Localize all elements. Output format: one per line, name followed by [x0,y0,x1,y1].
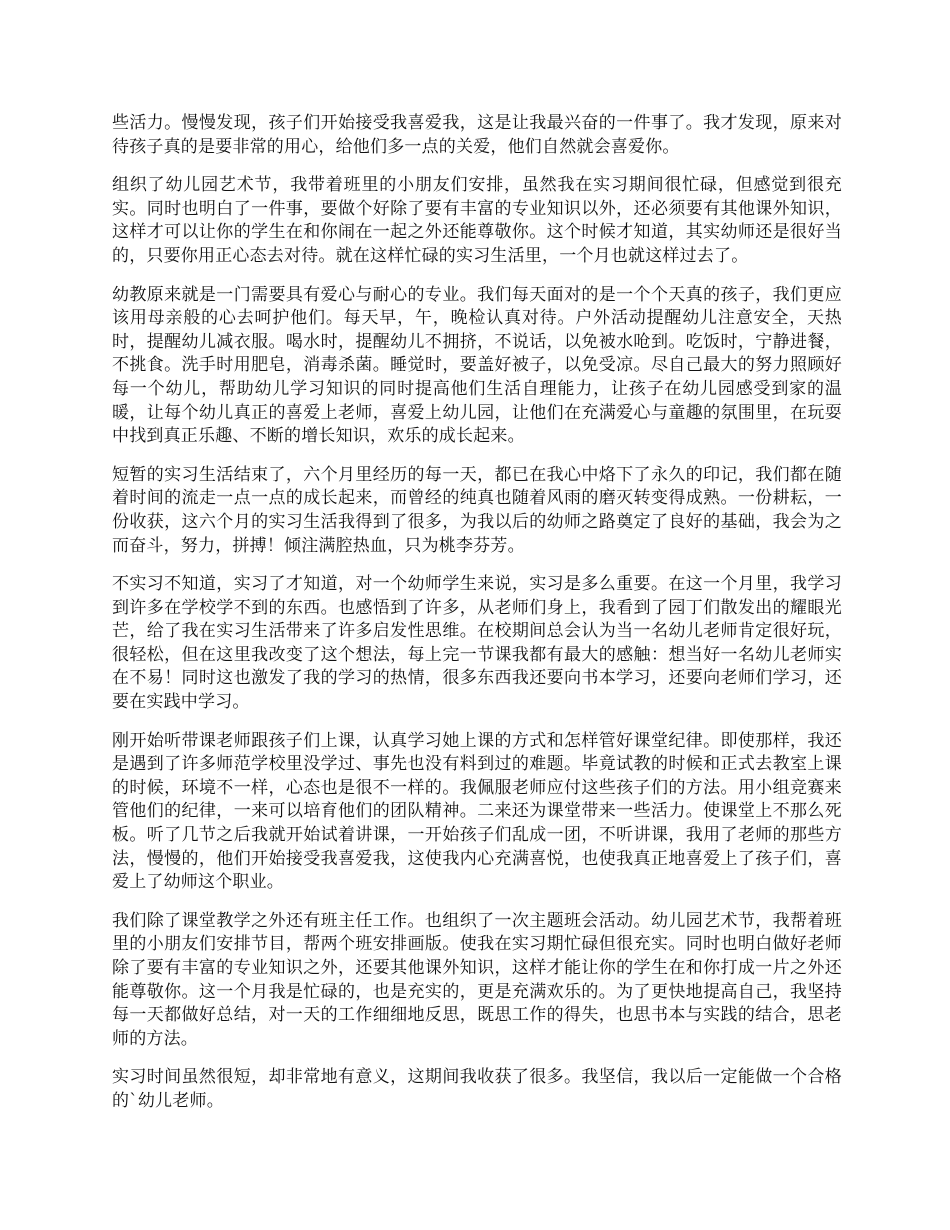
paragraph-7: 我们除了课堂教学之外还有班主任工作。也组织了一次主题班会活动。幼儿园艺术节，我帮着班里的小朋友们安排节目，帮两个班安排画版。使我在实习期忙碌但很充实。同时也明白做好老师除了要有丰富的专业知识之外，还要其他课外知识，这样才能让你的学生在和你打成一片之外还能尊敬你。这一个月我是忙碌的，也是充实的，更是充满欢乐的。为了更快地提高自己，我坚持每一天都做好总结，对一天的工作细细地反思，既思工作的得失，也思书本与实践的结合，思老师的方法。 [112,910,842,1049]
paragraph-6: 刚开始听带课老师跟孩子们上课，认真学习她上课的方式和怎样管好课堂纪律。即使那样，我还是遇到了许多师范学校里没学过、事先也没有料到过的难题。毕竟试教的时候和正式去教室上课的时候，环境不一样，心态也是很不一样的。我佩服老师应付这些孩子们的方法。用小组竞赛来管他们的纪律，一来可以培育他们的团队精神。二来还为课堂带来一些活力。使课堂上不那么死板。听了几节之后我就开始试着讲课，一开始孩子们乱成一团，不听讲课，我用了老师的那些方法，慢慢的，他们开始接受我喜爱我，这使我内心充满喜悦，也使我真正地喜爱上了孩子们，喜爱上了幼师这个职业。 [112,730,842,893]
paragraph-8: 实习时间虽然很短，却非常地有意义，这期间我收获了很多。我坚信，我以后一定能做一个合格的`幼儿老师。 [112,1067,842,1111]
paragraph-1: 些活力。慢慢发现，孩子们开始接受我喜爱我，这是让我最兴奋的一件事了。我才发现，原来对待孩子真的是要非常的用心，给他们多一点的关爱，他们自然就会喜爱你。 [112,113,842,157]
paragraph-4: 短暂的实习生活结束了，六个月里经历的每一天，都已在我心中烙下了永久的印记，我们都在随着时间的流走一点一点的成长起来，而曾经的纯真也随着风雨的磨灭转变得成熟。一份耕耘，一份收获，这六个月的实习生活我得到了很多，为我以后的幼师之路奠定了良好的基础，我会为之而奋斗，努力，拼搏！倾注满腔热血，只为桃李芬芳。 [112,464,842,556]
paragraph-3: 幼教原来就是一门需要具有爱心与耐心的专业。我们每天面对的是一个个天真的孩子，我们更应该用母亲般的心去呵护他们。每天早，午，晚检认真对待。户外活动提醒幼儿注意安全，天热时，提醒幼儿减衣服。喝水时，提醒幼儿不拥挤，不说话，以免被水呛到。吃饭时，宁静进餐，不挑食。洗手时用肥皂，消毒杀菌。睡觉时，要盖好被子，以免受凉。尽自己最大的努力照顾好每一个幼儿，帮助幼儿学习知识的同时提高他们生活自理能力，让孩子在幼儿园感受到家的温暖，让每个幼儿真正的喜爱上老师，喜爱上幼儿园，让他们在充满爱心与童趣的氛围里，在玩耍中找到真正乐趣、不断的增长知识，欢乐的成长起来。 [112,284,842,447]
paragraph-5: 不实习不知道，实习了才知道，对一个幼师学生来说，实习是多么重要。在这一个月里，我学习到许多在学校学不到的东西。也感悟到了许多，从老师们身上，我看到了园丁们散发出的耀眼光芒，给了我在实习生活带来了许多启发性思维。在校期间总会认为当一名幼儿老师肯定很好玩，很轻松，但在这里我改变了这个想法，每上完一节课我都有最大的感触：想当好一名幼儿老师实在不易！同时这也激发了我的学习的热情，很多东西我还要向书本学习，还要向老师们学习，还要在实践中学习。 [112,574,842,713]
document-body [112,112,842,1129]
paragraph-2: 组织了幼儿园艺术节，我带着班里的小朋友们安排，虽然我在实习期间很忙碌，但感觉到很充实。同时也明白了一件事，要做个好除了要有丰富的专业知识以外，还必须要有其他课外知识，这样才可以让你的学生在和你闹在一起之外还能尊敬你。这个时候才知道，其实幼师还是很好当的，只要你用正心态去对待。就在这样忙碌的实习生活里，一个月也就这样过去了。 [112,175,842,266]
